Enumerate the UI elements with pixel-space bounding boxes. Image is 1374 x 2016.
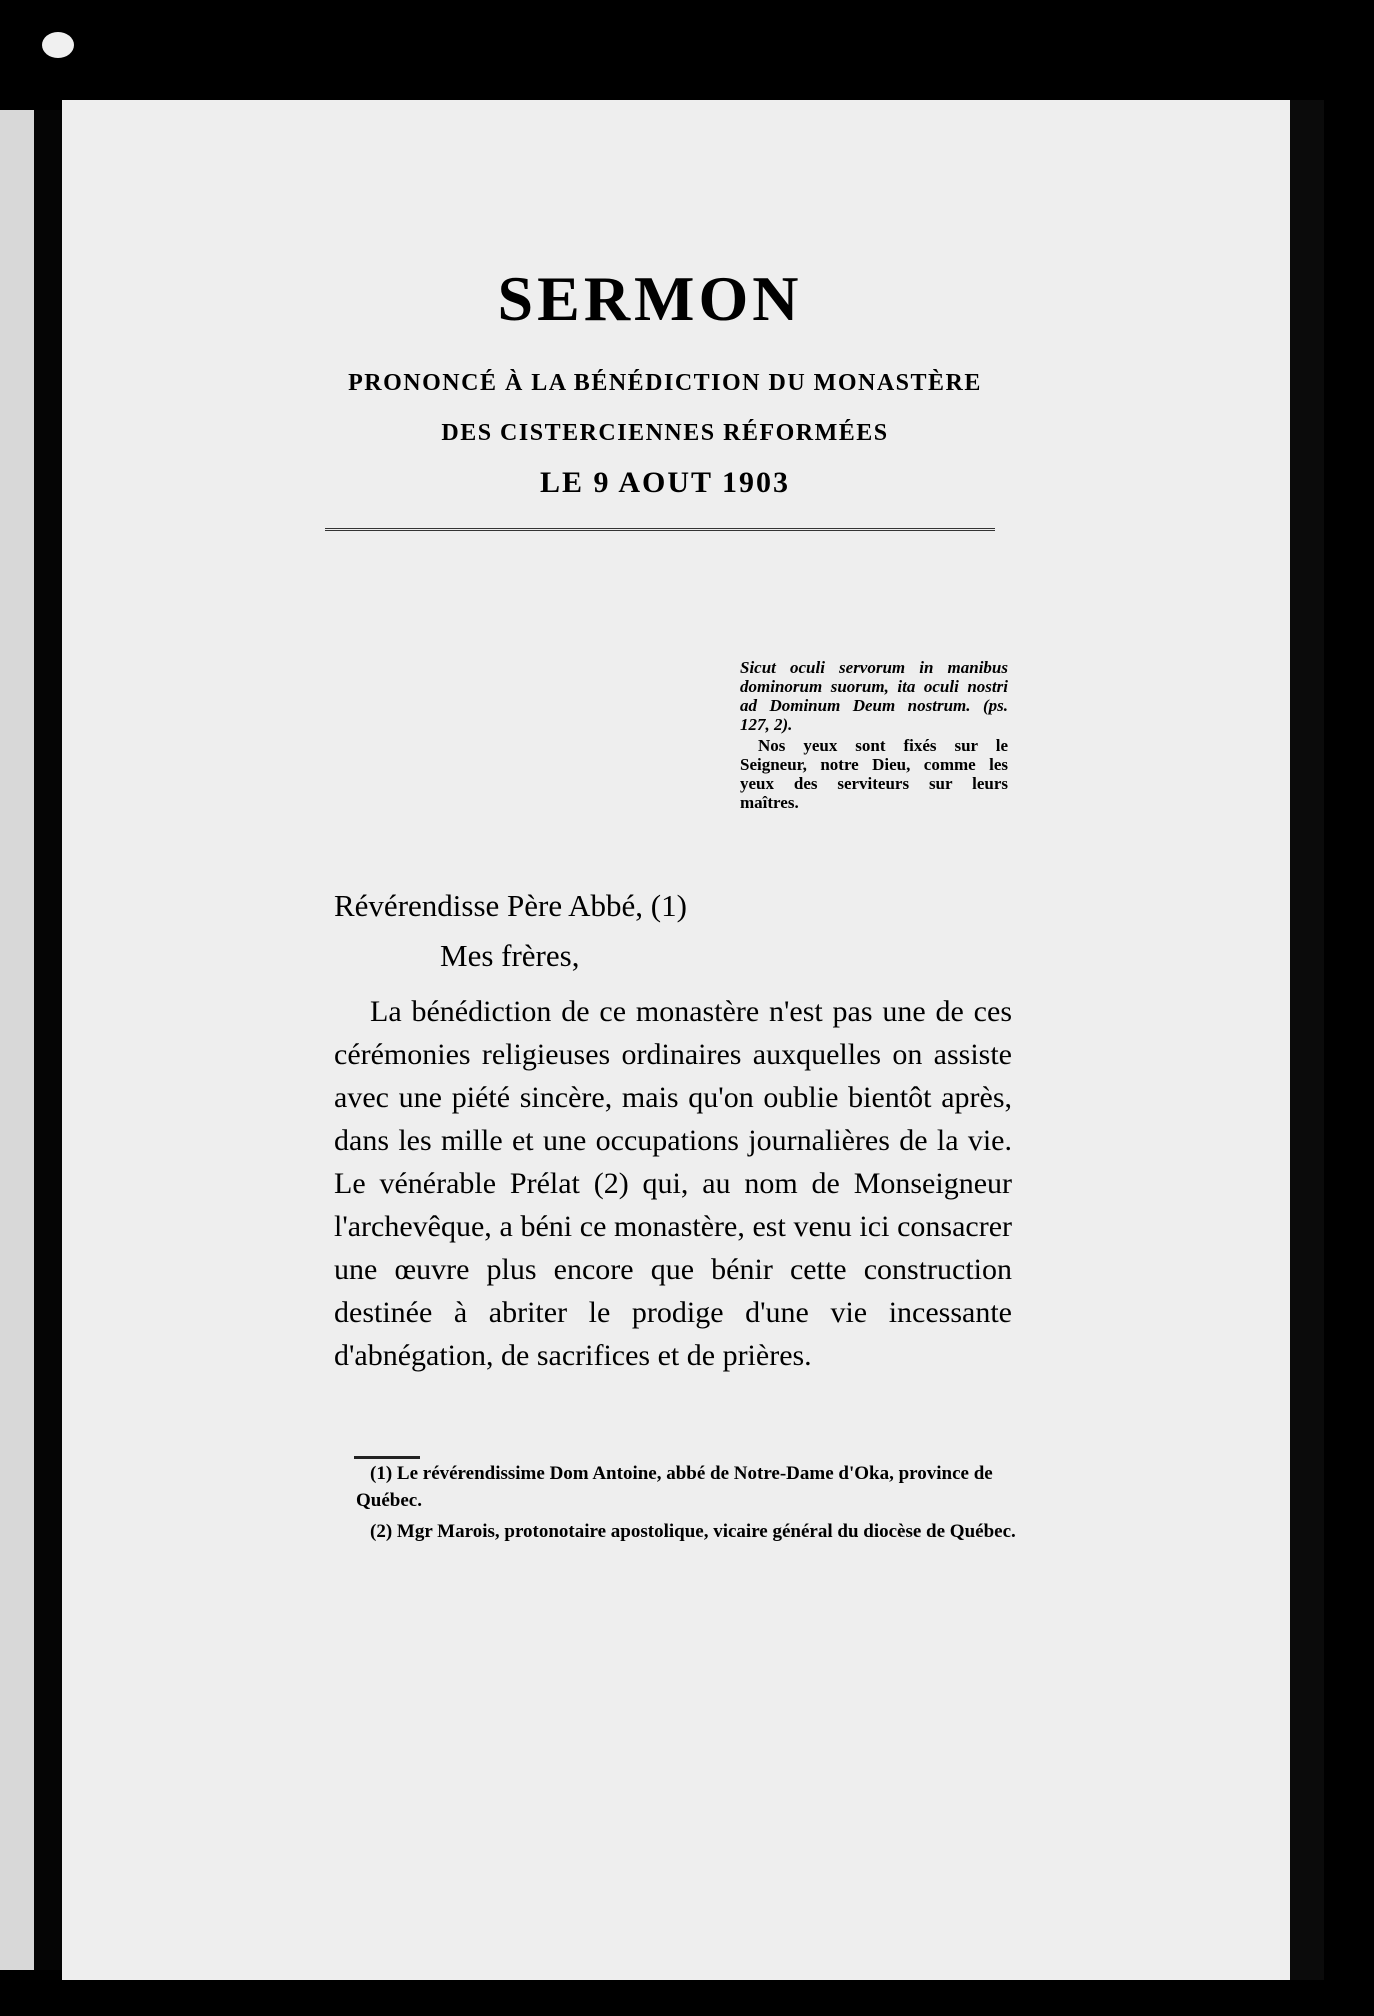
body-paragraph: La bénédiction de ce monastère n'est pas une de ces cérémonies religieuses ordinaires auxquelles on assiste avec une piété sincère, mais qu'on oublie bientôt après, dans les mille et une occupations journalières de la vie. Le vénérable Prélat (2) qui, au nom de Monseigneur l'archevêque, a béni ce monastère, est venu ici consacrer une œuvre plus encore que bénir cette construction destinée à abriter le prodige d'une vie incessante d'abnégation, de sacrifices et de prières. [334,995,1012,1372]
salutation: Révérendisse Père Abbé, (1) [334,888,687,923]
facing-page-edge [0,110,34,1970]
subtitle-date: LE 9 AOUT 1903 [540,466,790,499]
title-divider [325,528,995,531]
footnotes [356,1460,1032,1549]
scan-border-right [1290,100,1324,1980]
footnote-2: (2) Mgr Marois, protonotaire apostolique, vicaire général du diocèse de Québec. [370,1521,1016,1542]
epigraph-french: Nos yeux sont fixés sur le Seigneur, notre Dieu, comme les yeux des serviteurs sur leurs maîtres. [740,736,1008,812]
epigraph [740,658,1008,812]
subtitle-line-1: PRONONCÉ À LA BÉNÉDICTION DU MONASTÈRE [348,370,982,396]
book-spine-shadow [34,110,62,1970]
footnote-1: (1) Le révérendissime Dom Antoine, abbé de Notre-Dame d'Oka, province de Québec. [356,1463,993,1511]
footnote-divider [354,1456,420,1459]
address-line: Mes frères, [440,938,580,973]
epigraph-latin: Sicut oculi servorum in manibus dominorum suorum, ita oculi nostri ad Dominum Deum nostrum. (ps. 127, 2). [740,658,1008,734]
subtitle-line-2: DES CISTERCIENNES RÉFORMÉES [441,420,889,446]
scan-blot [42,32,74,58]
page-title: SERMON [497,263,803,334]
